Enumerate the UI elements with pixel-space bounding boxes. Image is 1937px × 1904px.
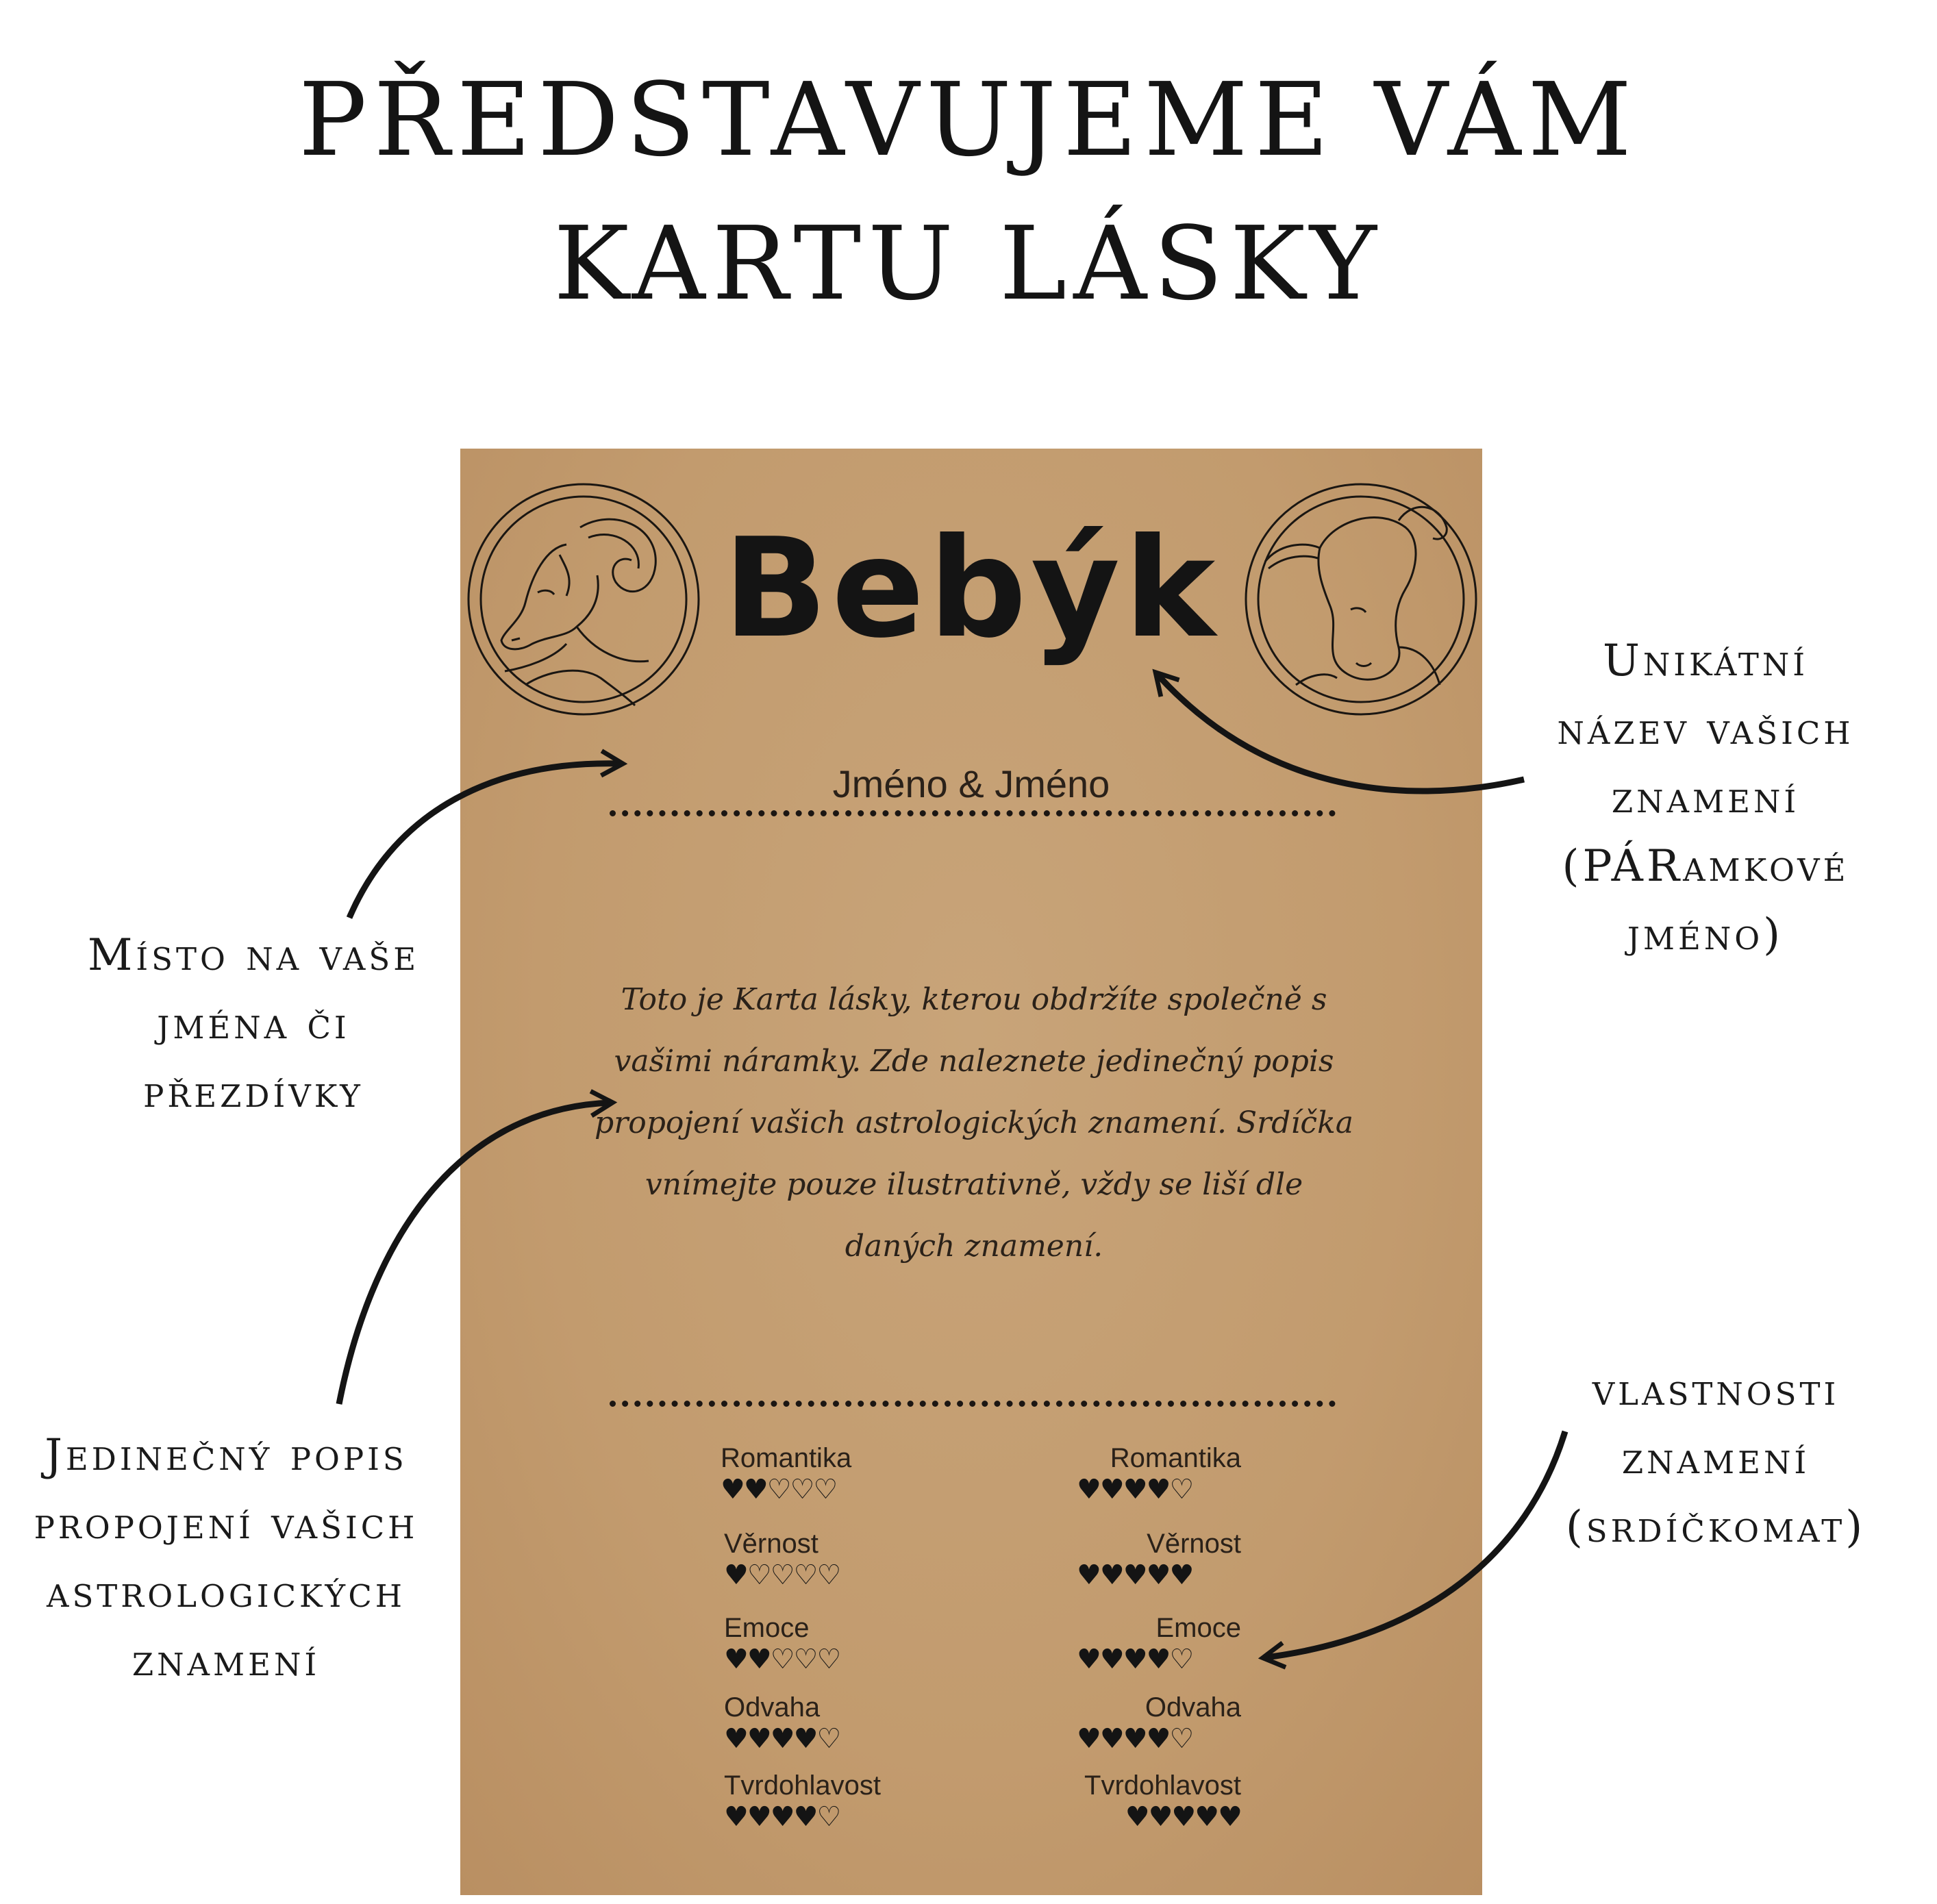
trait-left-romantika [721, 1442, 885, 1524]
hearts-rating-icon: ♥♥♥♥♡ [724, 1723, 840, 1755]
headline-line-2: KARTU LÁSKY [553, 205, 1384, 323]
trait-right-emoce [1077, 1612, 1241, 1694]
trait-label: Romantika [1110, 1443, 1241, 1473]
love-card [460, 449, 1482, 1895]
trait-left-tvrdohlavost [724, 1769, 888, 1851]
trait-label: Odvaha [724, 1692, 821, 1723]
annotation-description [7, 1421, 445, 1695]
annotation-traits [1514, 1356, 1918, 1562]
annotation-line: Unikátní [1602, 636, 1809, 686]
hearts-rating-icon: ♥♡♡♡♡ [724, 1559, 840, 1591]
trait-label: Věrnost [724, 1529, 818, 1559]
trait-label: Tvrdohlavost [724, 1770, 881, 1801]
trait-label: Věrnost [1147, 1529, 1241, 1559]
trait-label: Emoce [1155, 1613, 1241, 1643]
trait-right-romantika [1077, 1442, 1241, 1524]
connection-description: Toto je Karta lásky, kterou obdržíte společně s vašimi náramky. Zde naleznete jedinečný popis propojení vašich astrologických znamení. Srdíčka vnímejte pouze ilustrativně, vždy se liší dle daných znamení. [595, 982, 1353, 1264]
trait-left-odvaha [724, 1691, 888, 1773]
annotation-line: jména či [157, 999, 350, 1049]
hearts-rating-icon: ♥♥♥♥♡ [1077, 1474, 1193, 1505]
hearts-rating-icon: ♥♥♥♥♡ [1077, 1644, 1193, 1675]
names-field: Jméno & Jméno [832, 762, 1110, 805]
trait-label: Romantika [721, 1443, 852, 1473]
annotation-names-place [41, 921, 466, 1127]
bull-medallion-icon [1241, 479, 1481, 719]
trait-left-emoce [724, 1612, 888, 1694]
hearts-rating-icon: ♥♥♥♥♥ [1077, 1559, 1193, 1591]
trait-label: Tvrdohlavost [1084, 1770, 1241, 1801]
annotation-line: Místo na vaše [87, 930, 420, 981]
annotation-line: znamení [132, 1636, 321, 1686]
dotted-divider-bottom [610, 1401, 1336, 1407]
annotation-unique-name [1507, 627, 1904, 969]
annotation-line: znamení [1611, 773, 1800, 823]
annotation-line: Jedinečný popis [45, 1430, 408, 1481]
annotation-line: přezdívky [143, 1067, 364, 1118]
trait-left-vernost [724, 1527, 888, 1609]
annotation-line: název vašich [1557, 704, 1854, 755]
annotation-line: propojení vašich [34, 1499, 418, 1549]
annotation-line: (srdíčkomat) [1565, 1502, 1866, 1553]
traits-grid [460, 1442, 1482, 1880]
hearts-rating-icon: ♥♥♥♥♥ [1125, 1801, 1241, 1833]
dotted-divider-top [610, 810, 1336, 816]
annotation-line: (PÁRamkové [1562, 841, 1849, 892]
trait-label: Emoce [724, 1613, 810, 1643]
page-headline [0, 48, 1937, 336]
hearts-rating-icon: ♥♥♥♥♡ [1077, 1723, 1193, 1755]
trait-right-odvaha [1077, 1691, 1241, 1773]
annotation-line: jméno) [1627, 910, 1784, 960]
hearts-rating-icon: ♥♥♥♥♡ [724, 1801, 840, 1833]
annotation-line: vlastnosti [1592, 1365, 1840, 1416]
couple-name-title: Bebýk [723, 509, 1220, 668]
headline-line-1: PŘEDSTAVUJEME VÁM [298, 61, 1639, 179]
annotation-line: znamení [1621, 1433, 1810, 1484]
trait-right-tvrdohlavost [1049, 1769, 1241, 1851]
trait-right-vernost [1077, 1527, 1241, 1609]
hearts-rating-icon: ♥♥♡♡♡ [721, 1474, 837, 1505]
annotation-line: astrologických [46, 1567, 406, 1618]
hearts-rating-icon: ♥♥♡♡♡ [724, 1644, 840, 1675]
trait-label: Odvaha [1145, 1692, 1241, 1723]
